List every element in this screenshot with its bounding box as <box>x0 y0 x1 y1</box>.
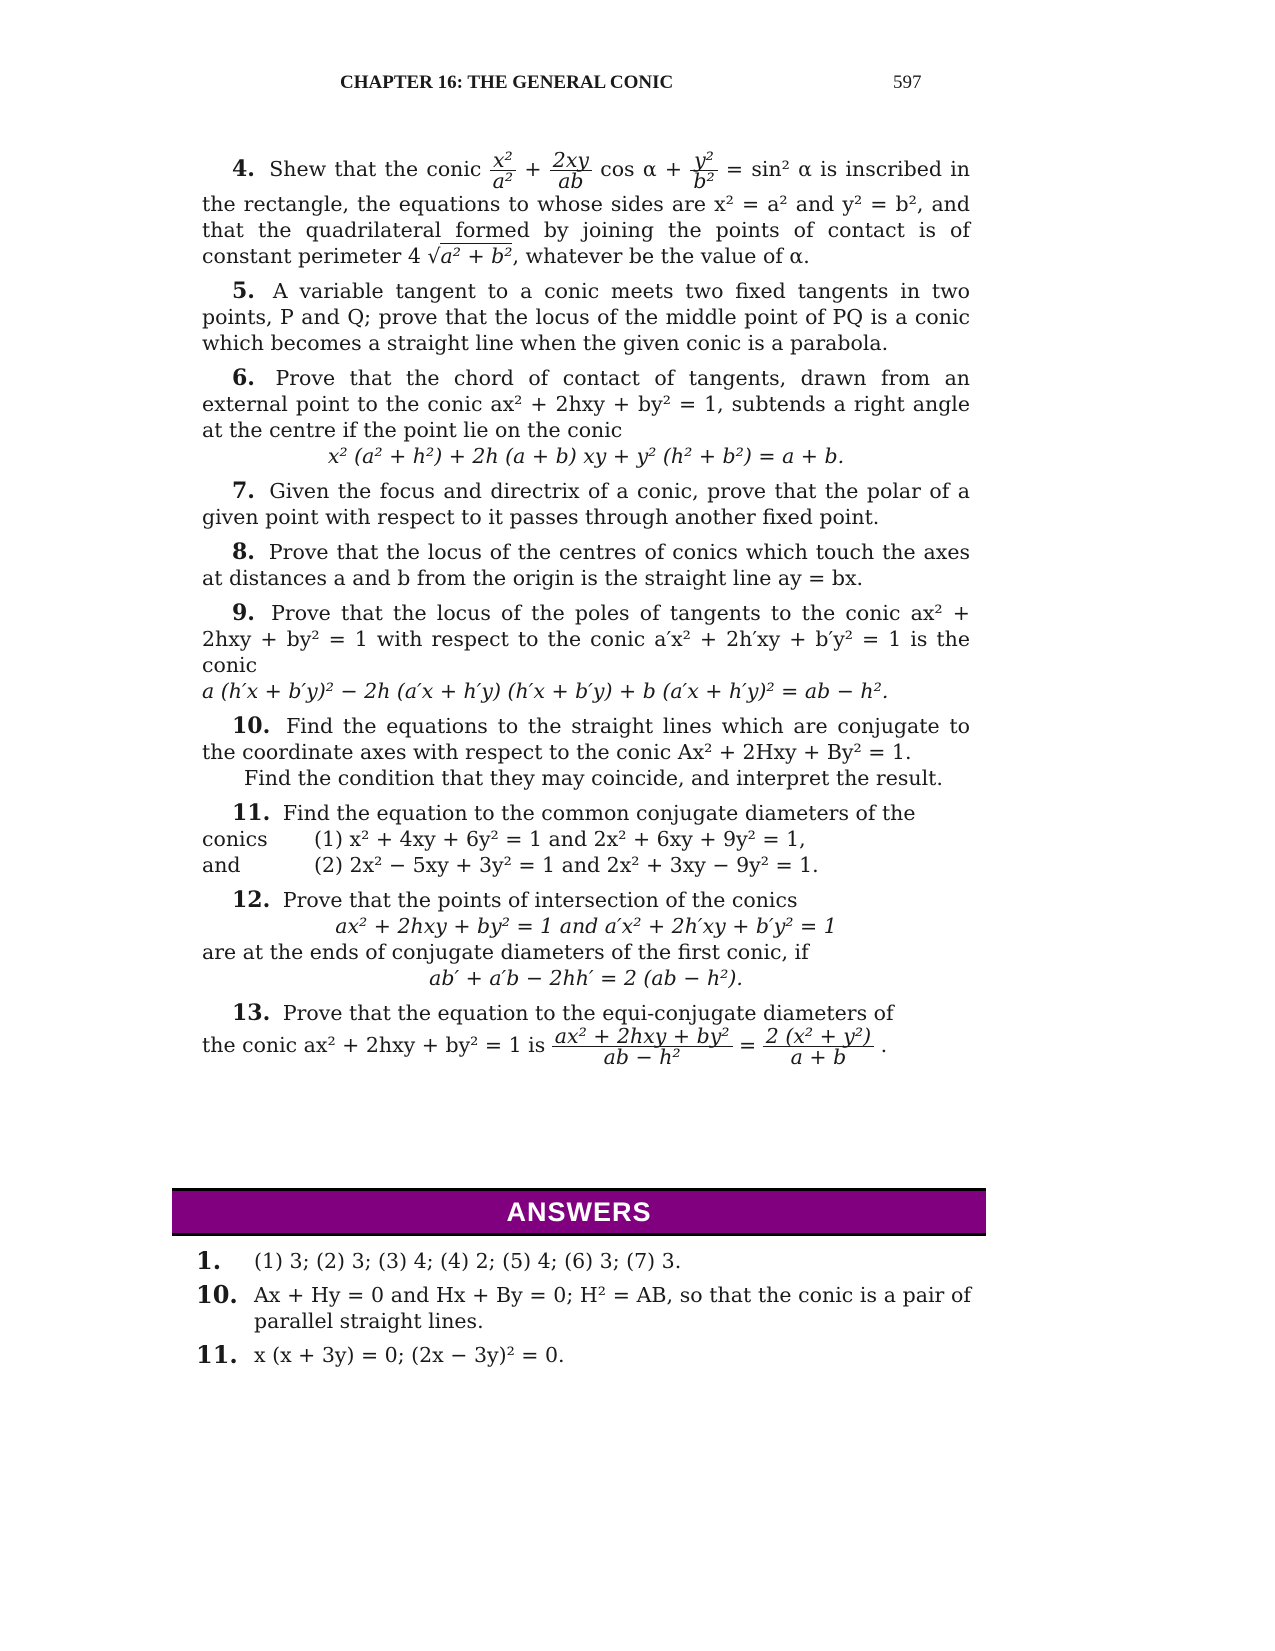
problem-number: 10. <box>232 713 271 739</box>
row-label: and <box>202 853 241 877</box>
problem-text: Given the focus and directrix of a conic, prove that the polar of a given point with respect to it passes through another fixed point. <box>202 479 970 529</box>
problem-4: 4. Shew that the conic $\frac{\text{x²}}{\text{a²}}$ + $\frac{2xy}{ab}$ cos α + $\frac{\text{y²}}{\text{b²}}$ = sin² α is inscribed in the rectangle, the equations to whose sides are x² = a² and y² = b², and that the quadrilateral formed by joining the points of contact is of constant perimeter 4 √a² + b², whatever be the value of α. <box>202 148 970 268</box>
problem-12 <box>202 887 970 991</box>
problem-number: 4. <box>232 156 255 182</box>
answer-text: Ax + Hy = 0 and Hx + By = 0; H² = AB, so that the conic is a pair of parallel straight lines. <box>254 1283 971 1333</box>
problem-text-continued: the conic ax² + 2hxy + by² = 1 is <box>202 1033 546 1057</box>
problem-text-continued: Find the condition that they may coincide, and interpret the result. <box>244 766 943 790</box>
display-equation: ax² + 2hxy + by² = 1 and a′x² + 2h′xy + b′y² = 1 <box>335 914 837 938</box>
problem-number: 5. <box>232 278 255 304</box>
problem-number: 8. <box>232 539 255 565</box>
problem-6 <box>202 365 970 469</box>
answer-number: 10. <box>196 1280 238 1309</box>
answer-text: x (x + 3y) = 0; (2x − 3y)² = 0. <box>254 1343 565 1367</box>
problem-7 <box>202 478 970 530</box>
fraction: $\frac{2xy}{ab}$ <box>550 150 592 191</box>
equation-row <box>202 852 970 878</box>
problem-9 <box>202 600 970 704</box>
row-equation: (1) x² + 4xy + 6y² = 1 and 2x² + 6xy + 9y² = 1, <box>314 827 806 851</box>
fraction: $\frac{\text{x²}}{\text{a²}}$ <box>490 150 516 191</box>
problem-number: 7. <box>232 478 255 504</box>
row-label: conics <box>202 827 268 851</box>
problem-5 <box>202 278 970 356</box>
problem-text: Prove that the locus of the poles of tangents to the conic ax² + 2hxy + by² = 1 with respect to the conic a′x² + 2h′xy + b′y² = 1 is the conic <box>202 601 970 677</box>
chapter-title: CHAPTER 16: THE GENERAL CONIC <box>340 72 674 93</box>
answers-title: ANSWERS <box>506 1196 652 1227</box>
row-equation: (2) 2x² − 5xy + 3y² = 1 and 2x² + 3xy − 9y² = 1. <box>314 853 819 877</box>
problem-text: Prove that the locus of the centres of conics which touch the axes at distances a and b from the origin is the straight line ay = bx. <box>202 540 970 590</box>
exercise-list <box>202 150 970 1076</box>
square-root: a² + b² <box>440 244 513 268</box>
problem-text: Prove that the points of intersection of the conics <box>282 888 798 912</box>
answers-list <box>196 1248 971 1376</box>
problem-text-continued: are at the ends of conjugate diameters of the first conic, if <box>202 940 809 964</box>
display-equation: ab′ + a′b − 2hh′ = 2 (ab − h²). <box>429 966 743 990</box>
problem-text: Find the equations to the straight lines which are conjugate to the coordinate axes with respect to the conic Ax² + 2Hxy + By² = 1. <box>202 714 970 764</box>
problem-number: 12. <box>232 887 271 913</box>
problem-number: 6. <box>232 365 255 391</box>
problem-8 <box>202 539 970 591</box>
answer-number: 11. <box>196 1340 238 1369</box>
problem-10 <box>202 713 970 791</box>
fraction: $\frac{\text{2 (x² + y²)}}{a + b}$ <box>763 1026 874 1067</box>
problem-number: 13. <box>232 1000 271 1026</box>
problem-text: A variable tangent to a conic meets two fixed tangents in two points, P and Q; prove that the locus of the middle point of PQ is a conic which becomes a straight line when the given conic is a parabola. <box>202 279 970 355</box>
display-equation: a (h′x + b′y)² − 2h (a′x + h′y) (h′x + b′y) + b (a′x + h′y)² = ab − h². <box>202 679 889 703</box>
answer-item <box>196 1282 971 1334</box>
problem-13: 13. Prove that the equation to the equi-conjugate diameters of the conic ax² + 2hxy + by² = 1 is $\frac{\text{ax² + 2hxy + by²}}{\text{ab − h²}}$ = $\frac{\text{2 (x² + y²)}}{a + b}$ . <box>202 1000 894 1069</box>
problem-11 <box>202 800 970 878</box>
answer-item <box>196 1248 971 1274</box>
problem-number: 11. <box>232 800 271 826</box>
answer-text: (1) 3; (2) 3; (3) 4; (4) 2; (5) 4; (6) 3; (7) 3. <box>254 1249 682 1273</box>
answers-heading-bar <box>172 1188 986 1236</box>
equation-row <box>202 826 970 852</box>
problem-text: Prove that the equation to the equi-conjugate diameters of <box>282 1001 894 1025</box>
display-equation: x² (a² + h²) + 2h (a + b) xy + y² (h² + b²) = a + b. <box>327 444 845 468</box>
problem-text: Find the equation to the common conjugate diameters of the <box>282 801 916 825</box>
fraction: $\frac{\text{ax² + 2hxy + by²}}{\text{ab − h²}}$ <box>552 1026 733 1067</box>
answer-number: 1. <box>196 1246 222 1275</box>
page-number: 597 <box>893 72 922 93</box>
problem-number: 9. <box>232 600 255 626</box>
fraction: $\frac{\text{y²}}{\text{b²}}$ <box>690 150 717 191</box>
problem-text: Prove that the chord of contact of tangents, drawn from an external point to the conic ax² + 2hxy + by² = 1, subtends a right angle at the centre if the point lie on the conic <box>202 366 970 442</box>
answer-item <box>196 1342 971 1368</box>
problem-text: Shew that the conic <box>269 157 482 181</box>
